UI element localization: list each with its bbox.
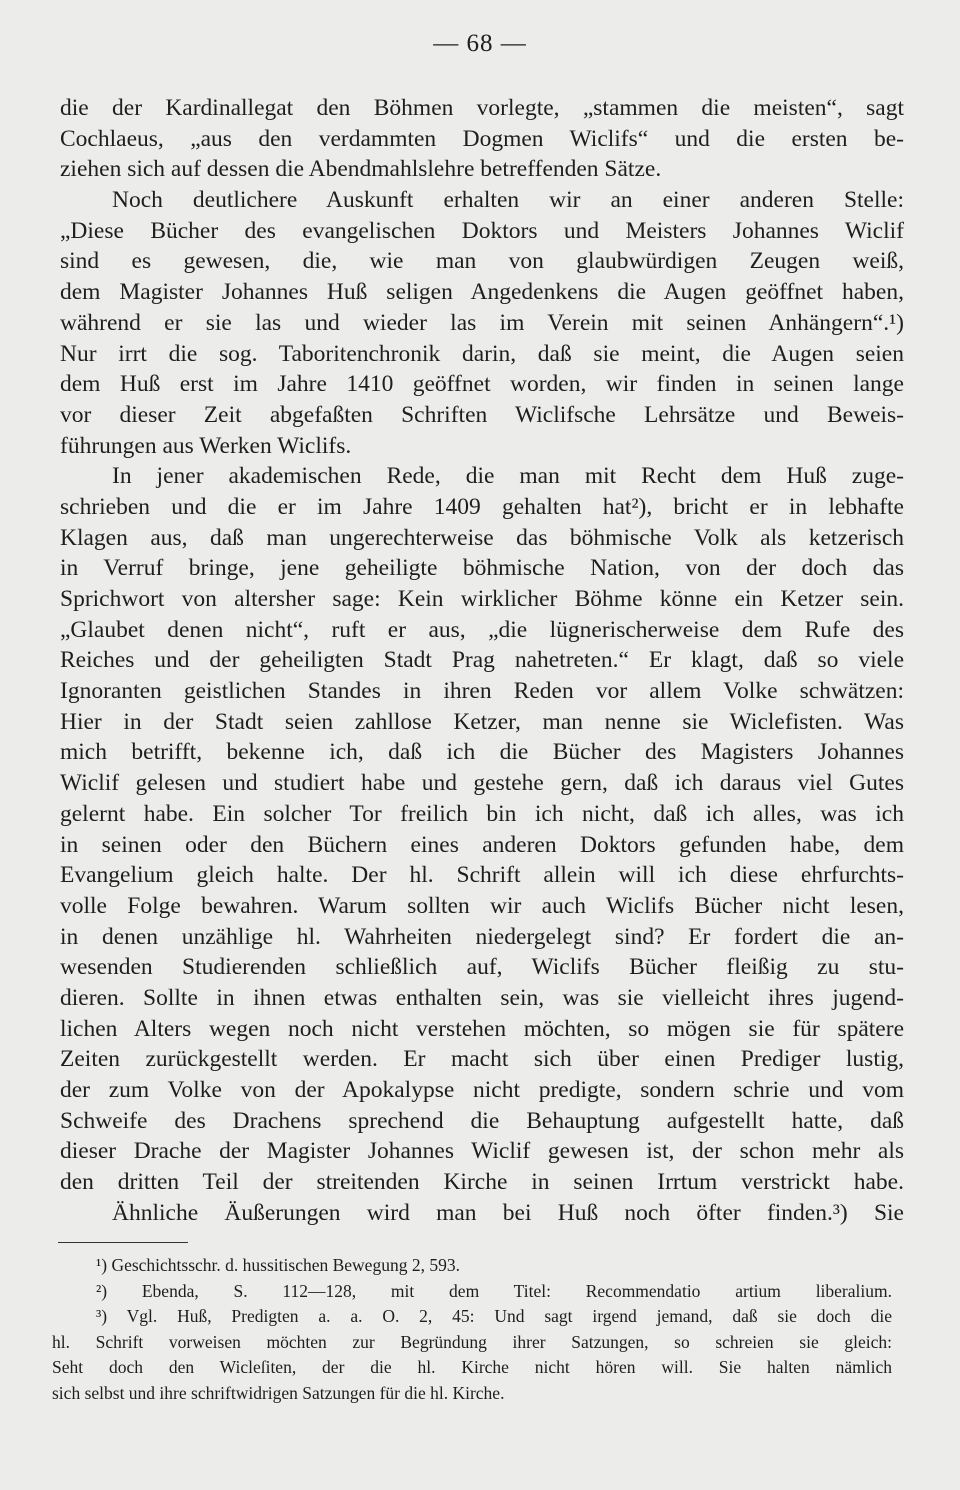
footnote-line: hl. Schrift vorweisen möchten zur Begründung ihrer Satzungen, so schreien sie gleich: (52, 1331, 892, 1352)
text-line: führungen aus Werken Wiclifs. (60, 432, 352, 459)
text-line: den dritten Teil der streitenden Kirche in seinen Irrtum verstrickt habe. (60, 1169, 904, 1196)
text-line: vor dieser Zeit abgefaßten Schriften Wiclifsche Lehrsätze und Beweis- (60, 401, 904, 428)
footnote-line: ¹) Geschichtsschr. d. hussitischen Bewegung 2, 593. (96, 1255, 460, 1275)
text-line: ziehen sich auf dessen die Abendmahlslehre betreffenden Sätze. (60, 156, 662, 183)
text-line: dieser Drache der Magister Johannes Wiclif gewesen ist, der schon mehr als (60, 1138, 904, 1165)
text-line: in denen unzählige hl. Wahrheiten niedergelegt sind? Er fordert die an- (60, 923, 904, 950)
text-line: gelernt habe. Ein solcher Tor freilich bin ich nicht, daß ich alles, was ich (60, 800, 904, 827)
footnote-rule (58, 1242, 188, 1243)
text-line: lichen Alters wegen noch nicht verstehen möchten, so mögen sie für spätere (60, 1015, 904, 1042)
footnote-line: sich selbst und ihre schriftwidrigen Satzungen für die hl. Kirche. (52, 1382, 505, 1403)
text-line: die der Kardinallegat den Böhmen vorlegte, „stammen die meisten“, sagt (60, 95, 904, 121)
text-line: in seinen oder den Büchern eines anderen Doktors gefunden habe, dem (60, 831, 904, 858)
footnotes (52, 1253, 892, 1406)
text-line: Nur irrt die sog. Taboritenchronik darin, daß sie meint, die Augen seien (60, 340, 904, 367)
footnote-line: ²) Ebenda, S. 112—128, mit dem Titel: Recommendatio artium liberalium. (96, 1280, 892, 1301)
text-line: dieren. Sollte in ihnen etwas enthalten sein, was sie vielleicht ihres jugend- (60, 984, 904, 1011)
text-line: Ignoranten geistlichen Standes in ihren Reden vor allem Volke schwätzen: (60, 678, 904, 705)
text-line: In jener akademischen Rede, die man mit Recht dem Huß zuge- (112, 463, 904, 490)
text-line: wesenden Studierenden schließlich auf, Wiclifs Bücher fleißig zu stu- (60, 954, 904, 981)
text-line: mich betrifft, bekenne ich, daß ich die Bücher des Magisters Johannes (60, 739, 904, 766)
text-line: Hier in der Stadt seien zahllose Ketzer, man nenne sie Wiclefisten. Was (60, 708, 904, 735)
text-line: Ähnliche Äußerungen wird man bei Huß noch öfter finden.³) Sie (112, 1199, 904, 1226)
text-line: der zum Volke von der Apokalypse nicht predigte, sondern schrie und vom (60, 1077, 904, 1103)
text-line: Reiches und der geheiligten Stadt Prag nahetreten.“ Er klagt, daß so viele (60, 647, 904, 674)
text-line: „Glaubet denen nicht“, ruft er aus, „die lügnerischerweise dem Rufe des (60, 616, 904, 643)
text-line: Klagen aus, daß man ungerechterweise das böhmische Volk als ketzerisch (60, 524, 904, 551)
text-line: in Verruf bringe, jene geheiligte böhmische Nation, von der doch das (60, 555, 904, 582)
main-text (60, 93, 904, 1228)
text-line: Zeiten zurückgestellt werden. Er macht sich über einen Prediger lustig, (60, 1046, 904, 1073)
text-line: schrieben und die er im Jahre 1409 gehalten hat²), bricht er in lebhafte (60, 493, 904, 520)
text-line: Cochlaeus, „aus den verdammten Dogmen Wiclifs“ und die ersten be- (60, 125, 904, 152)
text-line: Evangelium gleich halte. Der hl. Schrift allein will ich diese ehrfurchts- (60, 862, 904, 889)
text-line: dem Huß erst im Jahre 1410 geöffnet worden, wir finden in seinen lange (60, 371, 904, 398)
page-number: — 68 — (433, 30, 527, 57)
footnote-line: ³) Vgl. Huß, Predigten a. a. O. 2, 45: Und sagt irgend jemand, daß sie doch die (96, 1306, 892, 1326)
text-line: Noch deutlichere Auskunft erhalten wir an einer anderen Stelle: (112, 187, 904, 214)
text-line: Wiclif gelesen und studiert habe und gestehe gern, daß ich daraus viel Gutes (60, 770, 904, 797)
text-line: Sprichwort von altersher sage: Kein wirklicher Böhme könne ein Ketzer sein. (60, 586, 904, 612)
text-line: „Diese Bücher des evangelischen Doktors und Meisters Johannes Wiclif (60, 217, 904, 244)
text-line: sind es gewesen, die, wie man von glaubwürdigen Zeugen weiß, (60, 248, 904, 275)
text-line: volle Folge bewahren. Warum sollten wir auch Wiclifs Bücher nicht lesen, (60, 892, 904, 919)
text-line: dem Magister Johannes Huß seligen Angedenkens die Augen geöffnet haben, (60, 279, 904, 306)
text-line: während er sie las und wieder las im Verein mit seinen Anhängern“.¹) (60, 309, 904, 336)
footnote-line: Seht doch den Wicleſiten, der die hl. Kirche nicht hören will. Sie halten nämlich (52, 1357, 892, 1377)
text-line: Schweife des Drachens sprechend die Behauptung aufgestellt hatte, daß (60, 1107, 904, 1134)
